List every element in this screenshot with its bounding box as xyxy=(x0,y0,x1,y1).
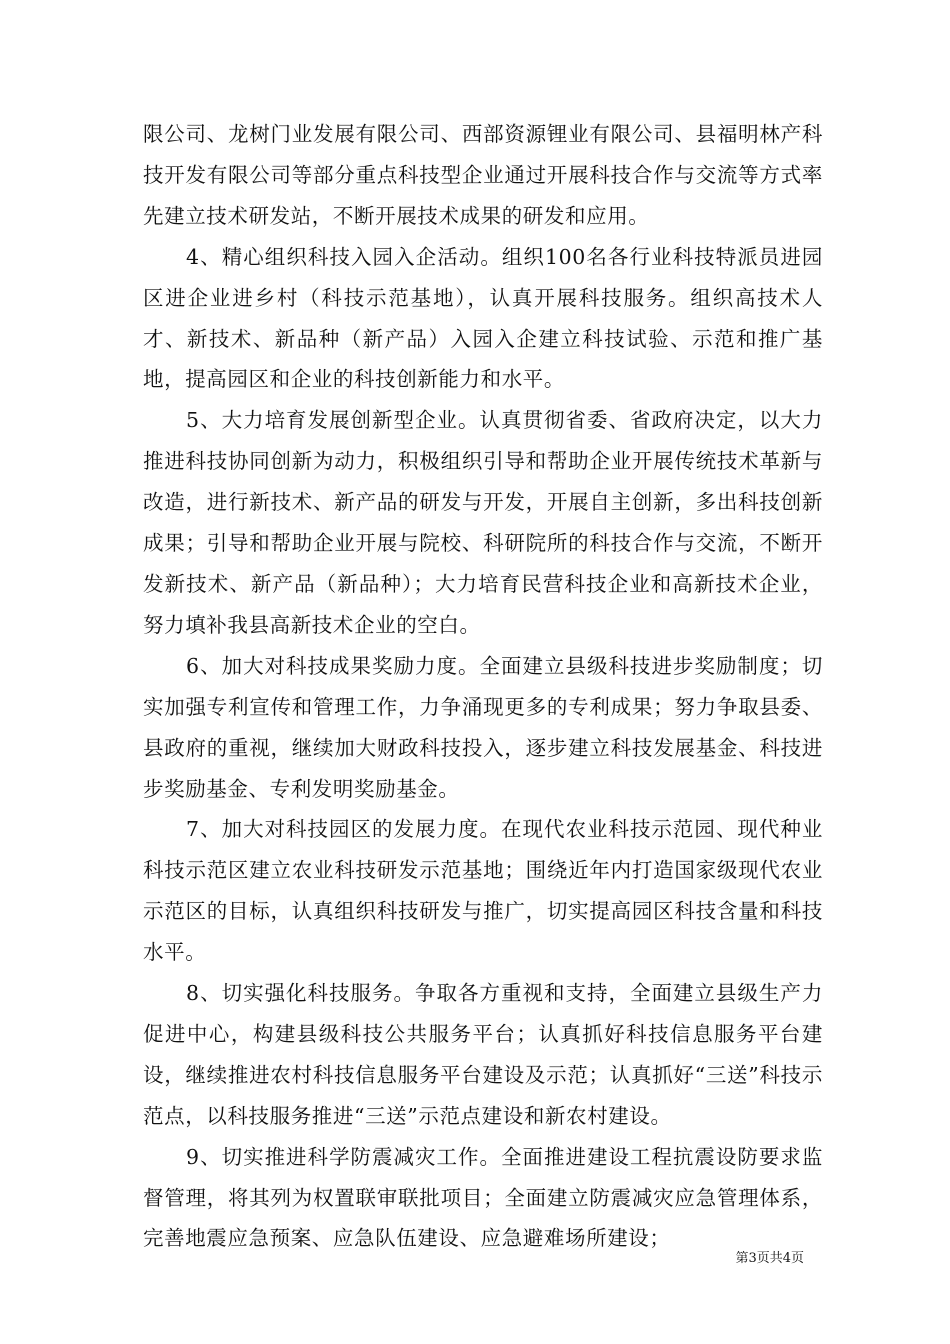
paragraph-continuation: 限公司、龙树门业发展有限公司、西部资源锂业有限公司、县福明林产科技开发有限公司等部分重点科技型企业通过开展科技合作与交流等方式率先建立技术研发站，不断开展技术成果的研发和应用。 xyxy=(143,122,823,228)
page-number-footer: 第3页共4页 xyxy=(735,1251,804,1266)
paragraph-item-9: 9、切实推进科学防震减灾工作。全面推进建设工程抗震设防要求监督管理，将其列为权置联审联批项目；全面建立防震减灾应急管理体系，完善地震应急预案、应急队伍建设、应急避难场所建设； xyxy=(143,1144,823,1251)
paragraph-item-5: 5、大力培育发展创新型企业。认真贯彻省委、省政府决定，以大力推进科技协同创新为动力，积极组织引导和帮助企业开展传统技术革新与改造，进行新技术、新产品的研发与开发，开展自主创新，多出科技创新成果；引导和帮助企业开展与院校、科研院所的科技合作与交流，不断开发新技术、新产品（新品种）；大力培育民营科技企业和高新技术企业，努力填补我县高新技术企业的空白。 xyxy=(143,408,823,637)
paragraph-item-6: 6、加大对科技成果奖励力度。全面建立县级科技进步奖励制度；切实加强专利宣传和管理工作，力争涌现更多的专利成果；努力争取县委、县政府的重视，继续加大财政科技投入，逐步建立科技发展基金、科技进步奖励基金、专利发明奖励基金。 xyxy=(143,653,823,801)
document-body xyxy=(143,114,823,1259)
paragraph-item-8: 8、切实强化科技服务。争取各方重视和支持，全面建立县级生产力促进中心，构建县级科技公共服务平台；认真抓好科技信息服务平台建设，继续推进农村科技信息服务平台建设及示范；认真抓好“三送”科技示范点，以科技服务推进“三送”示范点建设和新农村建设。 xyxy=(143,981,823,1128)
paragraph-item-7: 7、加大对科技园区的发展力度。在现代农业科技示范园、现代种业科技示范区建立农业科技研发示范基地；围绕近年内打造国家级现代农业示范区的目标，认真组织科技研发与推广，切实提高园区科技含量和科技水平。 xyxy=(143,817,823,965)
paragraph-item-4: 4、精心组织科技入园入企活动。组织100名各行业科技特派员进园区进企业进乡村（科技示范基地），认真开展科技服务。组织高技术人才、新技术、新品种（新产品）入园入企建立科技试验、示范和推广基地，提高园区和企业的科技创新能力和水平。 xyxy=(143,244,823,392)
